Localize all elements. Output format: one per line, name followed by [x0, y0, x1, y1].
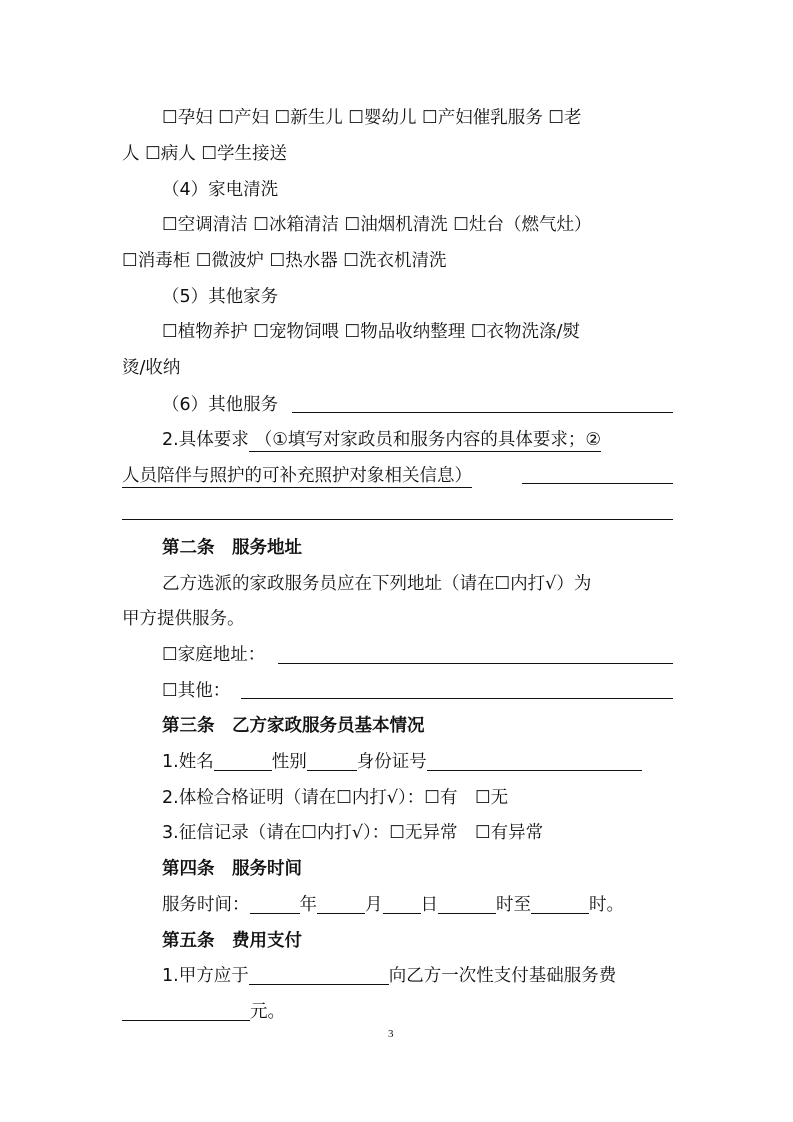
other-services-blank[interactable]: [292, 412, 673, 413]
id-number-label: 身份证号: [356, 752, 427, 772]
article-2-paragraph-2: 甲方提供服务。: [122, 609, 245, 629]
housework-options-line-2: 烫/收纳: [122, 358, 181, 378]
service-time-line: [162, 893, 624, 917]
article-4-title: 第四条 服务时间: [162, 859, 302, 879]
requirements-blank-line[interactable]: [122, 519, 673, 520]
name-label: 1.姓名: [162, 752, 214, 772]
specific-requirements-hint-1: （①填写对家政员和服务内容的具体要求；②: [249, 430, 601, 452]
hour-end-label: 时。: [589, 895, 624, 915]
payment-date-field[interactable]: [249, 964, 389, 985]
article-5-title: 第五条 费用支付: [162, 931, 302, 951]
worker-info-line: [162, 750, 642, 774]
hour-to-label: 时至: [496, 895, 531, 915]
specific-requirements-line-1: [162, 428, 601, 452]
year-field[interactable]: [250, 893, 300, 914]
article-3-title: 第三条 乙方家政服务员基本情况: [162, 716, 425, 736]
other-address-field[interactable]: [241, 698, 673, 699]
payment-line-2: [122, 1000, 285, 1024]
payment-text: 向乙方一次性支付基础服务费: [388, 966, 617, 986]
page-number: 3: [388, 1028, 394, 1040]
care-options-line-2: 人 ☐病人 ☐学生接送: [122, 144, 288, 164]
article-2-paragraph-1: 乙方选派的家政服务员应在下列地址（请在☐内打√）为: [162, 574, 592, 594]
name-field[interactable]: [214, 750, 272, 771]
specific-requirements-line-2: [122, 464, 472, 488]
specific-requirements-label: 2.具体要求: [162, 430, 249, 450]
specific-requirements-hint-2: 人员陪伴与照护的可补充照护对象相关信息）: [122, 466, 472, 486]
payment-date-label: 1.甲方应于: [162, 966, 249, 986]
yuan-label: 元。: [250, 1002, 285, 1022]
month-label: 月: [365, 895, 383, 915]
home-address-field[interactable]: [278, 663, 673, 664]
section-other-housework-heading: （5）其他家务: [162, 287, 279, 307]
appliance-options-line-1: ☐空调清洁 ☐冰箱清洁 ☐油烟机清洗 ☐灶台（燃气灶）: [162, 215, 592, 235]
section-appliance-cleaning-heading: （4）家电清洗: [162, 180, 279, 200]
section-other-services-heading: （6）其他服务: [162, 395, 279, 415]
requirements-blank-tail[interactable]: [522, 483, 673, 484]
appliance-options-line-2: ☐消毒柜 ☐微波炉 ☐热水器 ☐洗衣机清洗: [122, 251, 447, 271]
end-hour-field[interactable]: [531, 893, 589, 914]
month-field[interactable]: [317, 893, 365, 914]
year-label: 年: [299, 895, 317, 915]
care-options-line-1: ☐孕妇 ☐产妇 ☐新生儿 ☐婴幼儿 ☐产妇催乳服务 ☐老: [162, 108, 582, 128]
gender-label: 性别: [271, 752, 307, 772]
home-address-label: ☐家庭地址：: [162, 645, 266, 665]
id-number-field[interactable]: [427, 750, 642, 771]
credit-record-line: 3.征信记录（请在☐内打√）：☐无异常 ☐有异常: [162, 823, 544, 843]
other-address-label: ☐其他：: [162, 681, 231, 701]
day-label: 日: [420, 895, 438, 915]
start-hour-field[interactable]: [438, 893, 496, 914]
article-2-title: 第二条 服务地址: [162, 538, 302, 558]
service-time-label: 服务时间：: [162, 895, 250, 915]
gender-field[interactable]: [307, 750, 357, 771]
payment-line-1: [162, 964, 616, 988]
day-field[interactable]: [383, 893, 421, 914]
housework-options-line-1: ☐植物养护 ☐宠物饲喂 ☐物品收纳整理 ☐衣物洗涤/熨: [162, 322, 580, 342]
payment-amount-field[interactable]: [122, 1000, 250, 1021]
health-certificate-line: 2.体检合格证明（请在☐内打√）：☐有 ☐无: [162, 788, 509, 808]
